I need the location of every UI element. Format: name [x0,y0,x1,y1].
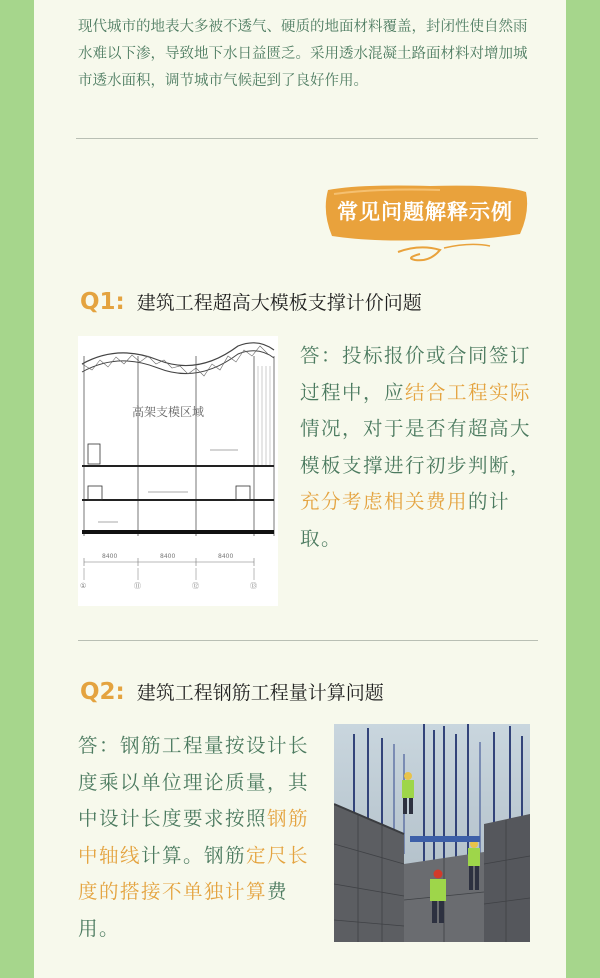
q1-title: 建筑工程超高大模板支撑计价问题 [136,292,422,314]
dim-label: 8400 [160,553,176,560]
q1-answer-highlight: 结合工程实际 [405,380,532,404]
axis-label: ① [80,582,87,590]
divider-middle [78,640,538,641]
blueprint-drawing [78,336,278,606]
q1-answer [300,338,536,557]
q1-answer-part: 答：投标报价或合同签订过程中，应 [300,344,532,404]
rebar-site-photo [334,724,530,942]
axis-label: ⑬ [250,582,257,590]
faq-badge [320,182,530,272]
q2-answer [78,728,318,947]
q2-answer-highlight: 定尺长度的搭接不单独计算 [78,843,310,903]
q2-answer-part: 费用。 [78,880,289,940]
q2-heading [80,678,384,705]
q2-answer-part: 计算。钢筋 [141,843,247,867]
blueprint-area-label: 高架支模区域 [132,405,205,419]
article-page [34,0,566,978]
q2-title: 建筑工程钢筋工程量计算问题 [136,682,384,704]
q2-answer-part: 答：钢筋工程量按设计长度乘以单位理论质量，其中设计长度要求按照 [78,734,310,830]
divider-top [76,138,538,139]
q1-answer-part: 的计取。 [300,490,511,550]
dim-label: 8400 [218,553,234,560]
q1-answer-highlight: 充分考虑相关费用 [300,490,469,513]
axis-label: ⑪ [134,582,141,590]
axis-label: ⑫ [192,582,199,590]
q2-number: Q2: [80,679,125,705]
rebar-photo-svg [334,724,530,942]
q2-answer-highlight: 钢筋中轴线 [78,807,310,867]
dim-label: 8400 [102,553,118,560]
blueprint-svg [78,336,278,606]
q1-heading [80,288,422,315]
badge-label: 常见问题解释示例 [337,200,513,224]
q1-number: Q1: [80,289,125,315]
intro-paragraph: 现代城市的地表大多被不透气、硬质的地面材料覆盖，封闭性使自然雨水难以下渗，导致地下水日益匮乏。采用透水混凝土路面材料对增加城市透水面积，调节城市气候起到了良好作用。 [78,19,528,89]
q1-answer-part: 情况，对于是否有超高大模板支撑进行初步判断， [300,417,532,477]
